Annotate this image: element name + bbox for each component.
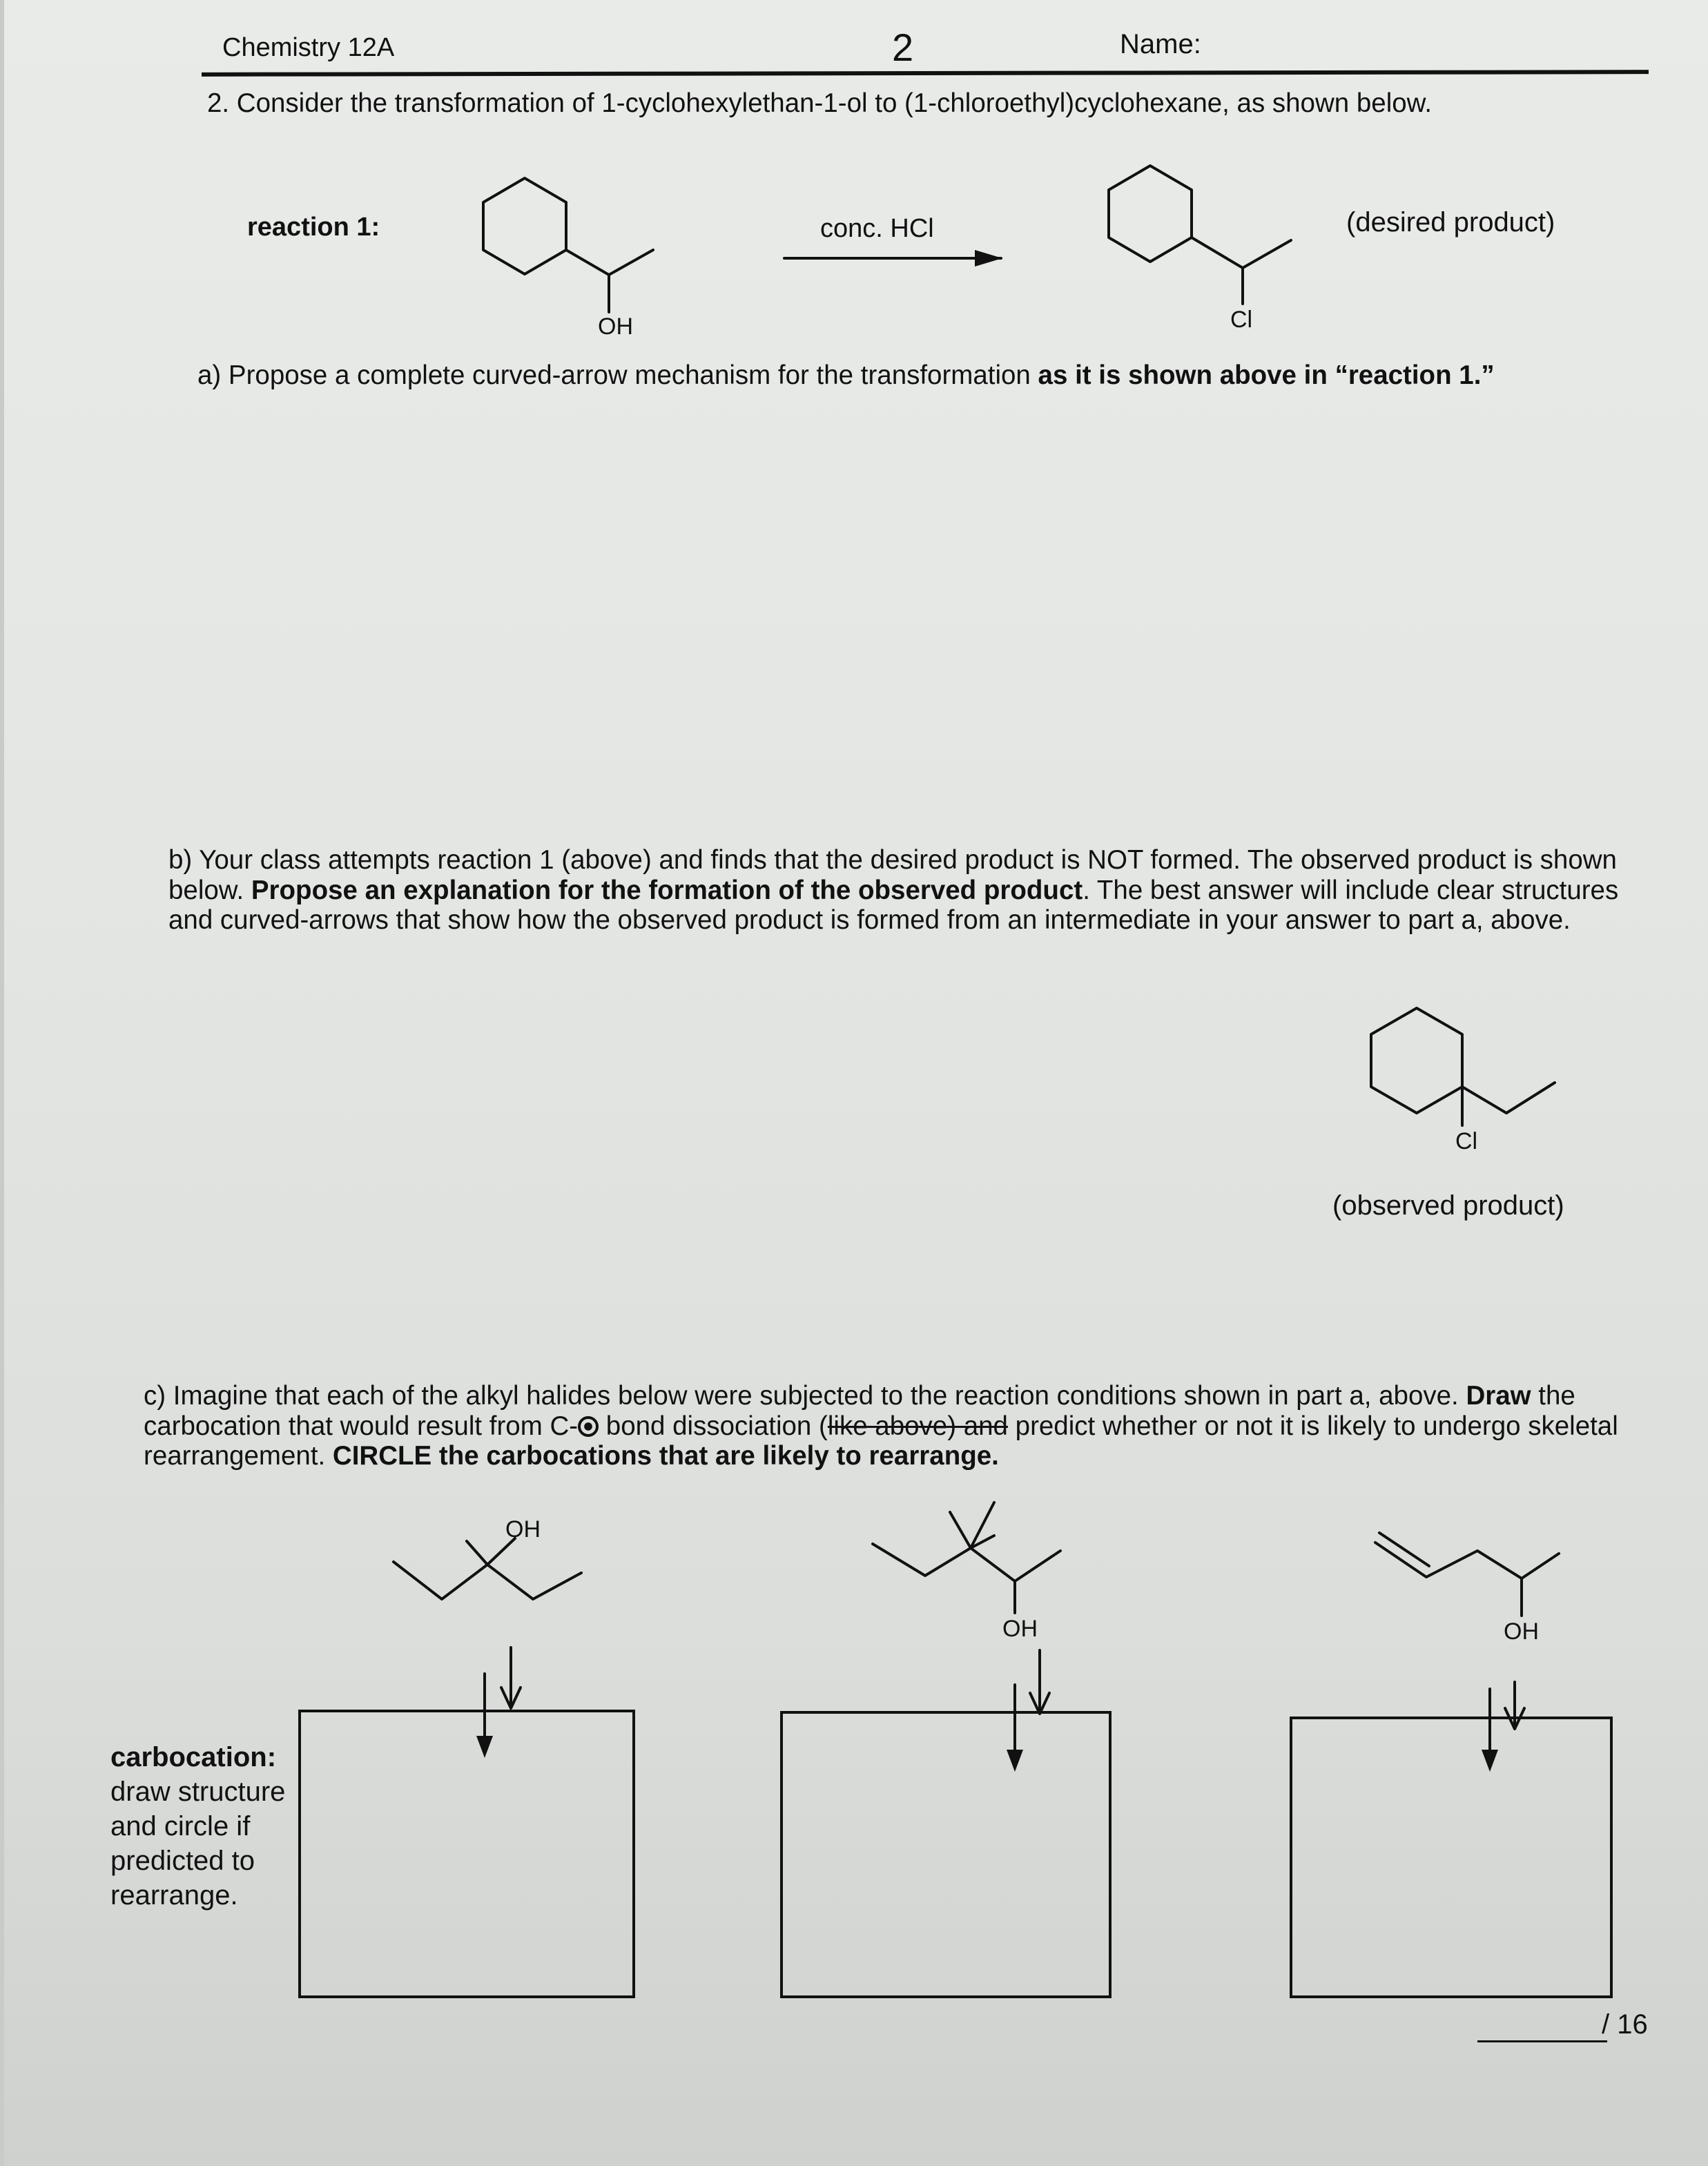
part-c-structure-2 (873, 1502, 1060, 1613)
side-label-line-2: and circle if (110, 1811, 251, 1841)
reactant-cyclohexane-ring (483, 178, 566, 274)
reagent-label: conc. HCl (820, 214, 934, 243)
reactant-side-chain (566, 250, 653, 275)
observed-cyclohexane-ring (1371, 1008, 1462, 1113)
cl-label-product: Cl (1230, 307, 1253, 333)
desired-product-structure (1109, 166, 1291, 304)
oh-label-c2: OH (1002, 1616, 1038, 1642)
side-label-line-1: draw structure (110, 1777, 286, 1807)
reaction-label: reaction 1: (247, 213, 380, 242)
desired-cyclohexane-ring (1109, 166, 1192, 262)
c3-arrowhead-down (1482, 1750, 1498, 1772)
side-label-line-3: predicted to (110, 1846, 255, 1876)
observed-product-label: (observed product) (1332, 1190, 1564, 1221)
part-c-text-3: bond dissociation ( (599, 1411, 828, 1441)
part-b-text-2: . The best answer will include clear structures and curved-arrows that show how the observed product is formed from an intermediate in your answer to part a, above. (168, 875, 1619, 935)
oh-label-c1: OH (505, 1516, 541, 1543)
part-c-text-2: the carbocation that would result from C- (144, 1381, 1575, 1441)
c2-main-chain (873, 1544, 1060, 1581)
question-intro: 2. Consider the transformation of 1-cyclohexylethan-1-ol to (1-chloroethyl)cyclohexane, as shown below. (207, 88, 1433, 118)
page-number: 2 (892, 26, 914, 69)
desired-side-chain (1192, 238, 1291, 268)
side-label-line-4: rearrange. (110, 1880, 238, 1911)
desired-product-label: (desired product) (1346, 207, 1555, 238)
part-c-arrows-1 (476, 1647, 521, 1758)
oh-label-reactant: OH (598, 313, 633, 340)
oh-label-c3: OH (1504, 1618, 1539, 1645)
paper-edge (0, 0, 4, 2166)
part-c-structure-3 (1375, 1533, 1559, 1616)
observed-ethyl-chain (1462, 1083, 1555, 1113)
part-c-bold-circle: CIRCLE the carbocations that are likely to rearrange. (332, 1441, 999, 1471)
name-label: Name: (1120, 29, 1201, 59)
c1-main-chain (394, 1562, 581, 1599)
c2-methyl-b (950, 1512, 971, 1548)
observed-product-structure (1371, 1008, 1555, 1125)
part-a-text: a) Propose a complete curved-arrow mechanism for the transformation (197, 360, 1038, 390)
part-b-text-1: b) Your class attempts reaction 1 (above) and finds that the desired product is NOT formed. The observed product is shown below. (168, 845, 1617, 905)
part-b-bold: Propose an explanation for the formation of the observed product (251, 875, 1083, 905)
part-c-structure-1 (394, 1538, 581, 1599)
part-c-text-1: c) Imagine that each of the alkyl halides below were subjected to the reaction conditions shown in part a, above. (144, 1381, 1466, 1411)
reaction-arrowhead (975, 250, 1002, 267)
c1-methyl (467, 1541, 487, 1565)
part-a-bold: as it is shown above in “reaction 1.” (1038, 360, 1495, 390)
c1-oh-bond (487, 1538, 515, 1565)
part-c-strikethrough: like above) and (827, 1411, 1008, 1441)
part-c-arrows-2 (1007, 1650, 1049, 1772)
side-label-heading: carbocation: (110, 1742, 277, 1772)
score-total: / 16 (1602, 2009, 1648, 2040)
part-c-arrows-3 (1482, 1682, 1524, 1772)
part-c-text-4: predict whether or not it is likely to undergo skeletal rearrangement. (144, 1411, 1618, 1471)
cl-label-observed: Cl (1455, 1128, 1478, 1154)
c1-arrowhead-down (476, 1736, 493, 1758)
part-c-bold-draw: Draw (1466, 1381, 1531, 1411)
c2-arrowhead-down (1007, 1750, 1023, 1772)
course-title: Chemistry 12A (222, 33, 395, 62)
reactant-structure (483, 178, 653, 312)
